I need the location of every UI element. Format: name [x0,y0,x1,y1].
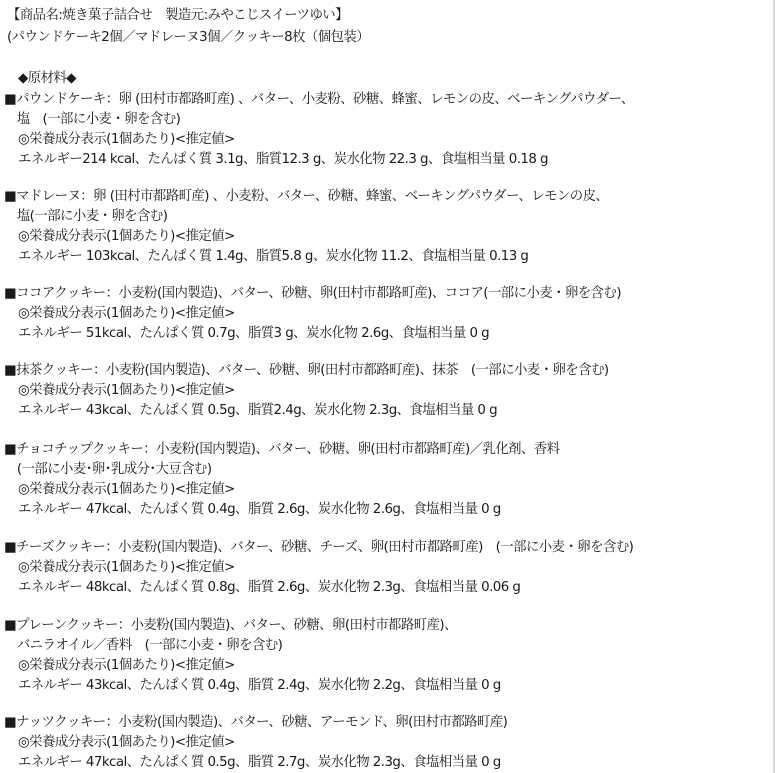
product-line-nut-cookie: ■ナッツクッキー：小麦粉(国内製造)、バター、砂糖、アーモンド、卵(田村市都路町産) [4,715,508,730]
nutrition-title-cocoa-cookie: ◎栄養成分表示(1個あたり)<推定値> [18,306,235,321]
nutrition-title-madeleine: ◎栄養成分表示(1個あたり)<推定値> [18,229,235,244]
nutrition-values-cheese-cookie: エネルギー 48kcal、たんぱく質 0.8g、脂質 2.6g、炭水化物 2.3g、食塩相当量 0.06 g [18,580,521,595]
header-contents: (パウンドケーキ2個／マドレーヌ3個／クッキー8枚（個包装） [7,30,370,45]
nutrition-title-chocochip-cookie: ◎栄養成分表示(1個あたり)<推定値> [18,482,235,497]
nutrition-values-cocoa-cookie: エネルギー 51kcal、たんぱく質 0.7g、脂質3 g、炭水化物 2.6g、食塩相当量 0 g [18,326,490,341]
nutrition-title-pound-cake: ◎栄養成分表示(1個あたり)<推定値> [18,132,235,147]
nutrition-values-matcha-cookie: エネルギー 43kcal、たんぱく質 0.5g、脂質2.4g、炭水化物 2.3g、食塩相当量 0 g [18,403,498,418]
product-line-madeleine-2: 塩(一部に小麦・卵を含む) [4,209,168,224]
nutrition-title-plain-cookie: ◎栄養成分表示(1個あたり)<推定値> [18,658,235,673]
nutrition-title-matcha-cookie: ◎栄養成分表示(1個あたり)<推定値> [18,383,235,398]
product-line-pound-cake-1: ■パウンドケーキ：卵 (田村市都路町産) 、バター、小麦粉、砂糖、蜂蜜、レモンの皮、ベーキングパウダー、 [4,92,634,107]
product-line-chocochip-cookie-2: (一部に小麦･卵･乳成分･大豆含む) [4,462,212,477]
product-line-cheese-cookie: ■チーズクッキー：小麦粉(国内製造)、バター、砂糖、チーズ、卵(田村市都路町産) (一部に小麦・卵を含む) [4,540,634,555]
product-line-pound-cake-2: 塩 (一部に小麦・卵を含む) [4,112,181,127]
nutrition-values-pound-cake: エネルギー214 kcal、たんぱく質 3.1g、脂質12.3 g、炭水化物 22.3 g、食塩相当量 0.18 g [18,152,549,167]
product-line-matcha-cookie: ■抹茶クッキー：小麦粉(国内製造)、バター、砂糖、卵(田村市都路町産)、抹茶 (一部に小麦・卵を含む) [4,363,609,378]
product-line-plain-cookie-1: ■プレーンクッキー：小麦粉(国内製造)、バター、砂糖、卵(田村市都路町産)、 [4,618,457,633]
nutrition-values-madeleine: エネルギー 103kcal、たんぱく質 1.4g、脂質5.8 g、炭水化物 11.2、食塩相当量 0.13 g [18,249,529,264]
header-title: 【商品名:焼き菓子詰合せ 製造元:みやこじスイーツゆい】 [7,8,348,23]
ingredients-heading: ◆原材料◆ [18,71,77,86]
nutrition-values-chocochip-cookie: エネルギー 47kcal、たんぱく質 0.4g、脂質 2.6g、炭水化物 2.6g、食塩相当量 0 g [18,502,501,517]
nutrition-values-plain-cookie: エネルギー 43kcal、たんぱく質 0.4g、脂質 2.4g、炭水化物 2.2g、食塩相当量 0 g [18,678,501,693]
nutrition-title-cheese-cookie: ◎栄養成分表示(1個あたり)<推定値> [18,560,235,575]
nutrition-values-nut-cookie: エネルギー 47kcal、たんぱく質 0.5g、脂質 2.7g、炭水化物 2.3g、食塩相当量 0 g [18,755,501,770]
nutrition-title-nut-cookie: ◎栄養成分表示(1個あたり)<推定値> [18,735,235,750]
product-line-madeleine-1: ■マドレーヌ：卵 (田村市都路町産) 、小麦粉、バター、砂糖、蜂蜜、ベーキングパウダー、レモンの皮、 [4,189,609,204]
product-line-chocochip-cookie-1: ■チョコチップクッキー：小麦粉(国内製造)、バター、砂糖、卵(田村市都路町産)／乳化剤、香料 [4,442,560,457]
product-line-plain-cookie-2: バニラオイル／香料 (一部に小麦・卵を含む) [4,638,283,653]
product-line-cocoa-cookie: ■ココアクッキー：小麦粉(国内製造)、バター、砂糖、卵(田村市都路町産)、ココア(一部に小麦・卵を含む) [4,286,622,301]
